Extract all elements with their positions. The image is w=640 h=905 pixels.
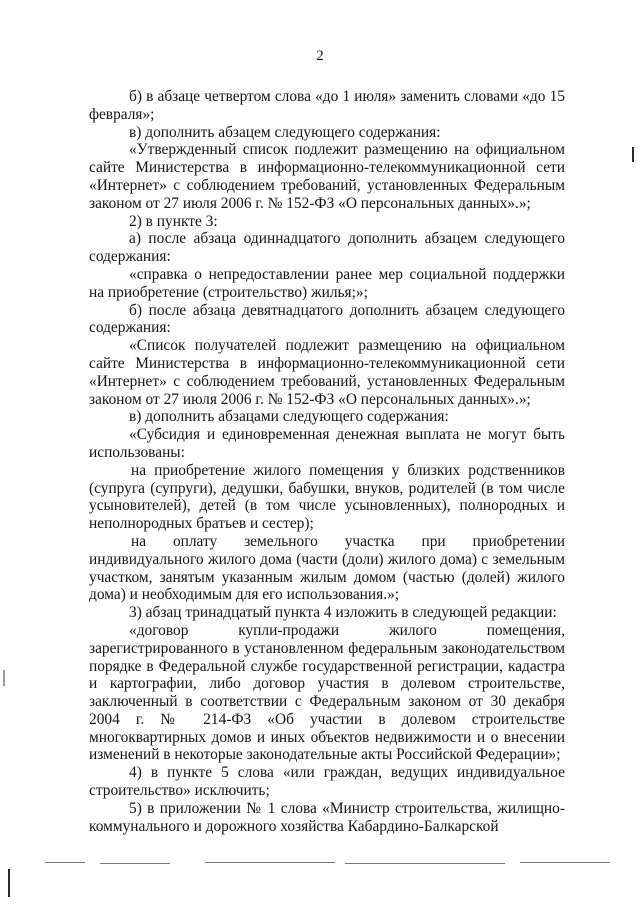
paragraph: 2) в пункте 3:	[129, 212, 218, 230]
scan-bottom-line	[100, 863, 170, 864]
paragraph: «Субсидия и единовременная денежная выплата не могут быть использованы:	[89, 426, 565, 461]
document-body	[89, 88, 565, 835]
paragraph: в) дополнить абзацами следующего содержания:	[129, 408, 449, 426]
scan-edge-mark	[3, 670, 5, 686]
scan-edge-mark	[632, 147, 634, 162]
paragraph: в) дополнить абзацем следующего содержания:	[129, 123, 441, 141]
paragraph: 4) в пункте 5 слова «или граждан, ведущих индивидуальное строительство» исключить;	[89, 764, 565, 800]
paragraph: а) после абзаца одиннадцатого дополнить абзацем следующего содержания:	[89, 230, 565, 266]
paragraph: «справка о непредоставлении ранее мер социальной поддержки на приобретение (строительство) жилья;»;	[89, 265, 565, 301]
paragraph: на оплату земельного участка при приобретении индивидуального жилого дома (части (доли) жилого дома) с земельным участком, занятым указанным жилым домом (частью (долей) жилого дома) и необходимым для его использования.»;	[89, 532, 565, 604]
scan-bottom-line	[520, 862, 610, 863]
paragraph: б) после абзаца девятнадцатого дополнить абзацем следующего содержания:	[89, 301, 565, 337]
paragraph: 5) в приложении № 1 слова «Министр строительства, жилищно-коммунального и дорожного хозяйства Кабардино-Балкарской	[89, 799, 565, 835]
paragraph: б) в абзаце четвертом слова «до 1 июля» заменить словами «до 15 февраля»;	[89, 88, 565, 123]
paragraph: 3) абзац тринадцатый пункта 4 изложить в следующей редакции:	[129, 604, 557, 622]
scan-bottom-line	[45, 862, 85, 863]
page-number: 2	[316, 48, 324, 64]
paragraph: «договор купли-продажи жилого помещения, зарегистрированного в установленном федеральным законодательством порядке в Федеральной службе государственной регистрации, кадастра и картографии, либо договор участия в долевом строительстве, заключенный в соответствии с Федеральным законом от 30 декабря 2004 г. № 214-ФЗ «Об участии в долевом строительстве многоквартирных домов и иных объектов недвижимости и о внесении изменений в некоторые законодательные акты Российской Федерации»;	[89, 621, 565, 764]
paragraph: «Список получателей подлежит размещению на официальном сайте Министерства в информационно-телекоммуникационной сети «Интернет» с соблюдением требований, установленных Федеральным законом от 27 июля 2006 г. № 152-ФЗ «О персональных данных».»;	[89, 337, 565, 408]
scan-bottom-line	[345, 863, 505, 864]
paragraph: на приобретение жилого помещения у близких родственников (супруга (супруги), дедушки, бабушки, внуков, родителей (в том числе усыновителей), детей (в том числе усыновленных), полнородных и неполнородных братьев и сестер);	[89, 461, 565, 533]
scan-bottom-line	[205, 862, 335, 863]
paragraph: «Утвержденный список подлежит размещению на официальном сайте Министерства в информационно-телекоммуникационной сети «Интернет» с соблюдением требований, установленных Федеральным законом от 27 июля 2006 г. № 152-ФЗ «О персональных данных».»;	[89, 141, 565, 212]
scan-edge-mark	[8, 869, 10, 897]
